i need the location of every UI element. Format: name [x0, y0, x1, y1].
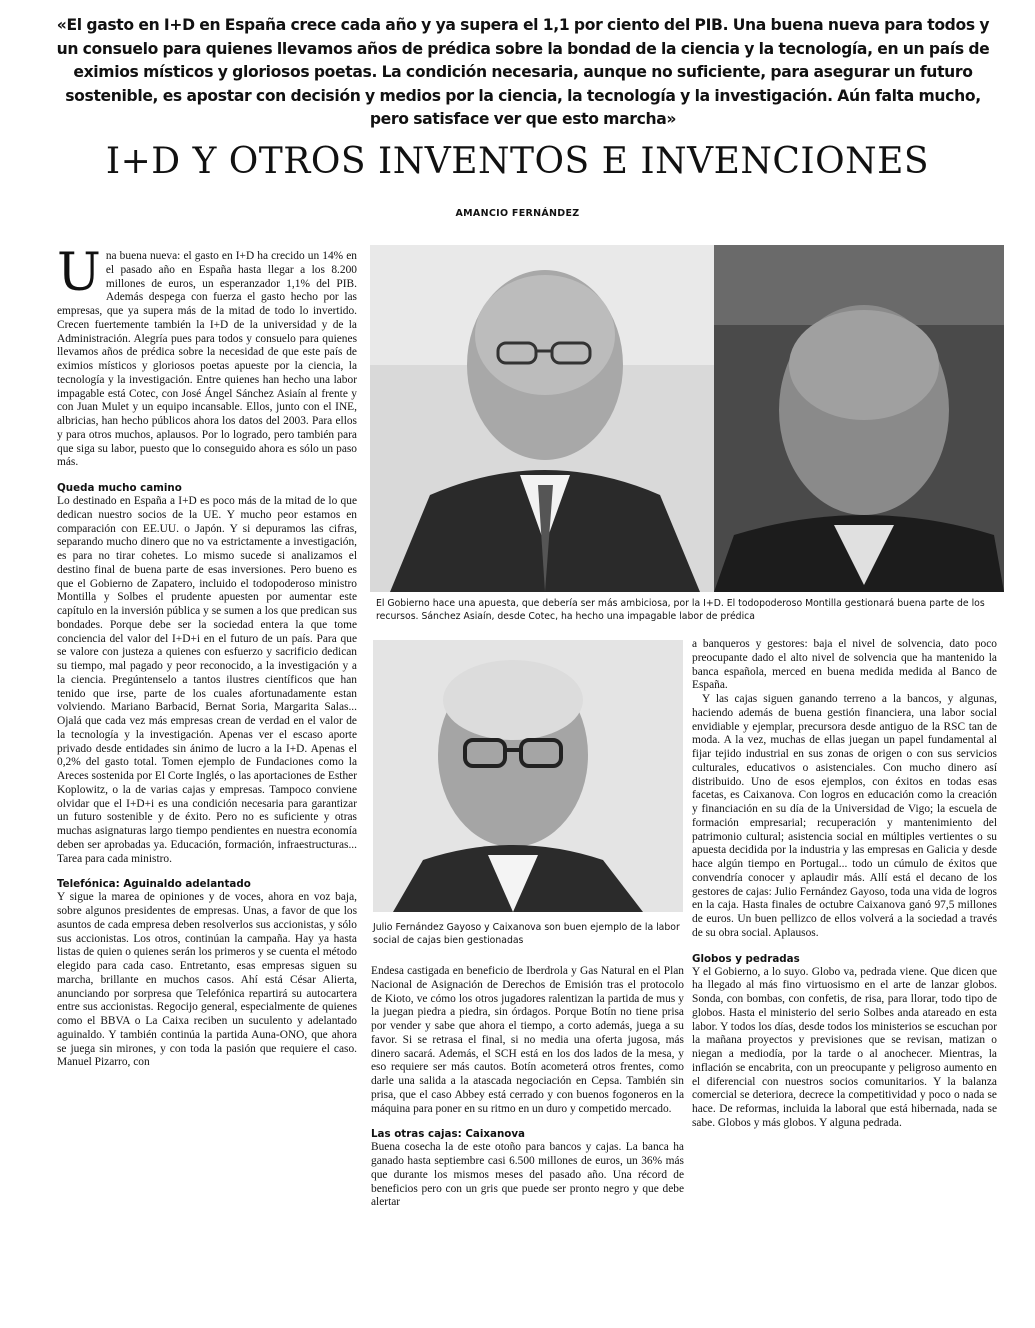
standfirst-quote: «El gasto en I+D en España crece cada año y ya supera el 1,1 por ciento del PIB. Una buena nueva para todos y un consuelo para quienes llevamos años de prédica sobre la bondad de la ciencia y la tecnología, en un país de eximios místicos y gloriosos poetas. La condición necesaria, aunque no suficiente, para asegurar un futuro sostenible, es apostar con decisión y medios por la ciencia, la tecnología y la investigación. Aún falta mucho, pero satisface ver que esto marcha»: [56, 16, 990, 129]
paragraph: a banqueros y gestores: baja el nivel de solvencia, dato poco preocupante dado el alto nivel de solvencia que ha mantenido la banca española, merced en buena medida medida al Banco de España.: [692, 638, 997, 692]
portrait-image: [373, 640, 683, 912]
subheading: Globos y pedradas: [692, 952, 800, 965]
paragraph: Buena cosecha la de este otoño para bancos y cajas. La banca ha ganado hasta septiembre casi 6.500 millones de euros, un 36% más que durante los mismos meses del pasado año. Una récord de beneficios pero con un gris que puede ser pronto negro y que debe alertar: [371, 1141, 684, 1209]
subheading: Las otras cajas: Caixanova: [371, 1128, 526, 1141]
intro-paragraph: [57, 243, 357, 470]
byline: AMANCIO FERNÁNDEZ: [455, 208, 580, 219]
article-column-1: [57, 243, 357, 1070]
photo-portrait-montilla: [370, 245, 720, 592]
paragraph: Lo destinado en España a I+D es poco más de la mitad de lo que dedican nuestro socios de la UE. Y mucho peor estamos en comparación con EE.UU. o Japón. Y si depuramos las cifras, separando mucho dinero que no va estrictamente a investigación, es para no tirar cohetes. Lo mismo sucede si analizamos el destino final de buena parte de esas inversiones. Pero bueno es que el Gobierno de Zapatero, incluido el todopoderoso ministro Montilla y Solbes el prudente apuesten por aumentar este capítulo en la inversión pública y se sumen a los que predican sus bondades. Porque debe ser la sociedad entera la que tome conciencia del valor del I+D+i en el futuro de un país. Para que se valore con justeza a quienes con esfuerzo y sacrificio dedican su tiempo, mal pagado y peor reconocido, a la investigación y a la ciencia. Pregúntenselo a tantos ilustres científicos que han tenido que irse, parte de los cuales afortunadamente estan volviendo. Mariano Barbacid, Bernat Soria, Margarita Salas... Ojalá que cada vez más empresas crean de verdad en el valor de la tecnología y la investigación. Apenas ver el escaso aporte privado desde entidades sin ánimo de lucro a la I+D. Apenas el 0,2% del gasto total. Tomen ejemplo de Fundaciones como la Areces sostenida por El Corte Inglés, o las aportaciones de Esther Koplowitz, o la de varias cajas y empresas. Tampoco conviene olvidar que el I+D+i es una condición necesaria para garantizar un futuro sostenible y de éxito. Pero no es suficiente y otras muchas asignaturas largo tiempo pendientes en nuestra economía deben ser aprobadas ya. Educación, formación, infraestructuras... Tarea para cada ministro.: [57, 495, 357, 865]
photo-portrait-sanchez-asiain: [714, 245, 1004, 592]
subheading: Telefónica: Aguinaldo adelantado: [57, 878, 251, 891]
photo-caption: El Gobierno hace una apuesta, que debería ser más ambiciosa, por la I+D. El todopoderoso Montilla gestionará buena parte de los recursos. Sánchez Asiaín, desde Cotec, ha hecho una impagable labor de prédica: [376, 598, 985, 622]
paragraph: Endesa castigada en beneficio de Iberdrola y Gas Natural en el Plan Nacional de Asignación de Derechos de Emisión tras el protocolo de Kioto, ve cómo los otros jugadores ralentizan la partida de mus y la juegan piedra a piedra, sin órdagos. Porque Botín no tiene prisa por vender y sabe que ahora el tiempo, a corto además, juega a su favor. Si se retrasa el final, si no media una oferta jugosa, más dinero sacará. Además, el SCH está en los dos lados de la mesa, y eso requiere ser más cautos. Botín acometerá otros frentes, como darle una salida a la atascada negociación en Cepsa. También sin prisa, que el caso Abbey está cerrado y con buenos fogoneros en la máquina para poner en su ritmo en un duro y competido mercado.: [371, 965, 684, 1115]
headline: I+D Y OTROS INVENTOS E INVENCIONES: [105, 141, 930, 182]
article-column-2: [371, 965, 684, 1210]
portrait-image: [370, 245, 720, 592]
paragraph: Y las cajas siguen ganando terreno a la bancos, y algunas, haciendo además de buena gestión financiera, una labor social envidiable y ejemplar, precursora desde antiguo de la RSC tan de moda. A la vez, muchas de ellas juegan un papel fundamental al fijar tejido industrial en sus zonas de origen o con sus servicios culturales, educativos o asistenciales. Con mucho dinero así distribuido. Uno de esos ejemplos, con éxitos en todas esas facetas, es Caixanova. Con logros en educación como la creación y financiación en su día de la Universidad de Vigo; la escuela de formación empresarial; recuperación y mantenimiento del patrimonio cultural; asistencia social en múltiples vertientes o su apuesta decidida por la industria y las empresas en Galicia y desde hace algún tiempo en Portugal... todo un cúmulo de éxitos que convendría conocer y aplaudir más. Allí está el decano de los gestores de cajas: Julio Fernández Gayoso, toda una vida de logros en la caja. Hasta finales de octubre Caixanova ganó 97,5 millones de euros. Un buen pellizco de ellos volverá a la sociedad a través de su obra social. Aplausos.: [692, 693, 997, 939]
paragraph: Y el Gobierno, a lo suyo. Globo va, pedrada viene. Que dicen que ha llegado al más fino virtuosismo en el arte de lanzar globos. Sonda, con bombas, con confetis, de risa, para llorar, todo tipo de globos. Hasta el ministerio del serio Solbes anda atareado en esta labor. Y todos los días, desde todos los ministerios se escuchan por la mañana proyectos y previsiones que se revisan, matizan o niegan a mediodía, por la tarde o al anochecer. Mientras, la inflación se encabrita, con un preocupante y peligroso aumento en el diferencial con nuestros socios comunitarios. Y la balanza comercial se deteriora, decrece la competitividad y poco o nada se hace. De reformas, incluida la laboral que está hibernada, nada se sabe. Globos y más globos. Y alguna pedrada.: [692, 965, 997, 1129]
subheading: Queda mucho camino: [57, 482, 182, 494]
portrait-image: [714, 245, 1004, 592]
article-column-3: [692, 638, 997, 1131]
paragraph: Y sigue la marea de opiniones y de voces, ahora en voz baja, sobre algunos presidentes de empresas. Unas, a favor de que los asuntos de cada empresa deben resolverlos sus accionistas, y sólo sus accionistas. Los otros, continúan la campaña. Hay ya hasta listas de quien o quienes serán los primeros y se cuenta el método elegido para cada caso. Entretanto, esas empresas siguen su marcha, brillante en muchos casos. Ahí está César Alierta, anunciando por sorpresa que Telefónica repartirá su autocartera entre sus accionistas. Regocijo general, especialmente de quienes como el BBVA o La Caixa reciben un suculento y adelantado aguinaldo. Y también continúa la partida Auna-ONO, que ahora se juega sin mirones, y con toda la pasión que requiere el caso. Manuel Pizarro, con: [57, 891, 357, 1069]
paragraph-text: na buena nueva: el gasto en I+D ha crecido un 14% en el pasado año en España hasta llegar a los 8.200 millones de euros, un esperanzador 1,1% del PIB. Además despega con fuerza el gasto hecho por las empresas, que ya supera más de la mitad de todo lo invertido. Crecen fuertemente también la I+D de la universidad y de la Administración. Alegría pues para todos y consuelo para quienes llevamos años de prédica sobre la necesidad de que este país de eximios místicos y gloriosos poetas apueste por la ciencia, la tecnología y la investigación. Entre quienes han hecho una labor impagable está Cotec, con José Ángel Sánchez Asiaín al frente y con Juan Mulet y un equipo incansable. Ellos, junto con el INE, albricias, han hecho públicos ahora los datos del 2003. Para ellos y para otros muchos, aplausos. Por lo logrado, pero también para que siga su labor, puesto que lo conseguido ahora es sólo un paso más.: [57, 250, 357, 469]
photo-caption: Julio Fernández Gayoso y Caixanova son buen ejemplo de la labor social de cajas bien gestionadas: [373, 922, 680, 946]
photo-portrait-fernandez-gayoso: [373, 640, 683, 912]
drop-cap: U: [57, 243, 101, 303]
